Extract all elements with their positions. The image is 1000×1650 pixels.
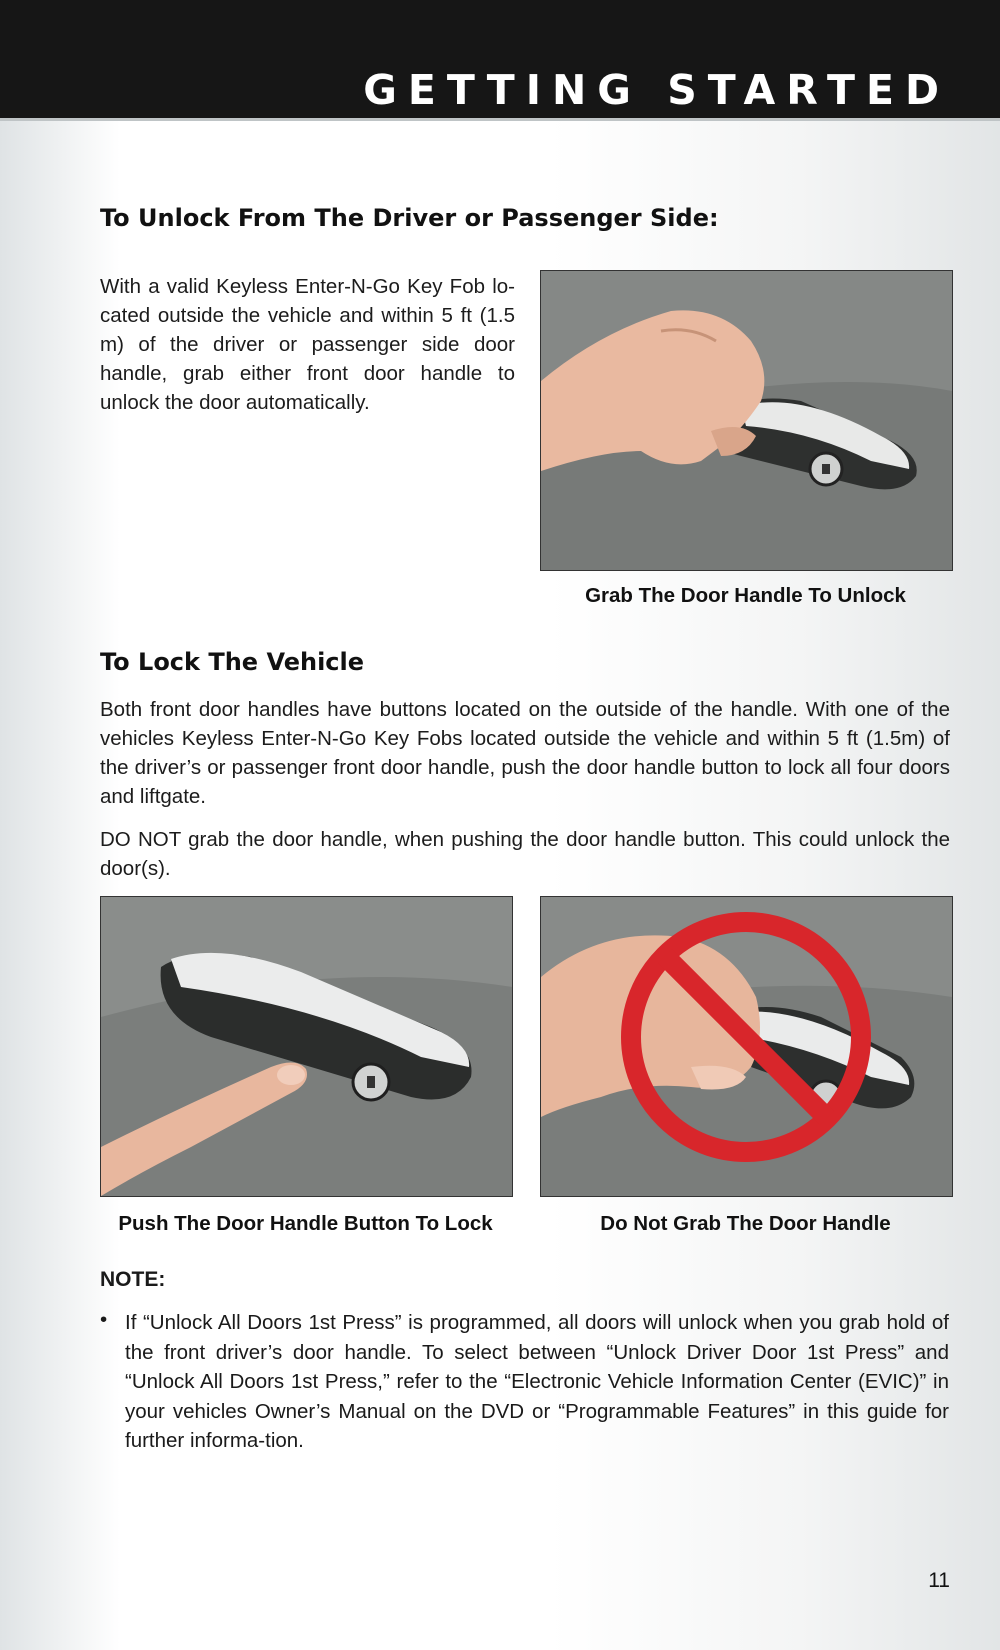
do-not-grab-photo bbox=[540, 896, 953, 1197]
unlock-paragraph: With a valid Keyless Enter-N-Go Key Fob lo-cated outside the vehicle and within 5 ft (1.5 m) of the driver or passenger side door handle, grab either front door handle to unlock the door automatically. bbox=[100, 275, 515, 414]
grab-handle-photo bbox=[540, 270, 953, 571]
push-button-photo bbox=[100, 896, 513, 1197]
lock-caption: Push The Door Handle Button To Lock bbox=[118, 1212, 493, 1235]
page-number: 11 bbox=[928, 1569, 950, 1592]
note-text: If “Unlock All Doors 1st Press” is programmed, all doors will unlock when you grab hold of the front driver’s door handle. To select between “Unlock Driver Door 1st Press” and “Unlock All Doors 1st Press,” refer to the “Electronic Vehicle Information Center (EVIC)” in your vehicles Owner’s Manual on the DVD or “Programmable Features” in this guide for further informa-tion. bbox=[125, 1311, 949, 1452]
do-not-grab-caption: Do Not Grab The Door Handle bbox=[600, 1212, 891, 1235]
lock-paragraph-1: Both front door handles have buttons located on the outside of the handle. With one of the vehicles Keyless Enter-N-Go Key Fobs located outside the vehicle and within 5 ft (1.5m) of the driver’s or passenger front door handle, push the door handle button to lock all four doors and liftgate. bbox=[100, 698, 950, 808]
header-bar bbox=[0, 0, 1000, 121]
page-title: GETTING STARTED bbox=[363, 66, 950, 114]
lock-heading: To Lock The Vehicle bbox=[100, 648, 365, 676]
unlock-heading: To Unlock From The Driver or Passenger Side: bbox=[100, 204, 719, 232]
lock-paragraph-2: DO NOT grab the door handle, when pushing the door handle button. This could unlock the door(s). bbox=[100, 828, 950, 880]
note-title: NOTE: bbox=[100, 1268, 166, 1291]
unlock-caption: Grab The Door Handle To Unlock bbox=[585, 584, 906, 607]
bullet-icon: • bbox=[100, 1308, 108, 1331]
